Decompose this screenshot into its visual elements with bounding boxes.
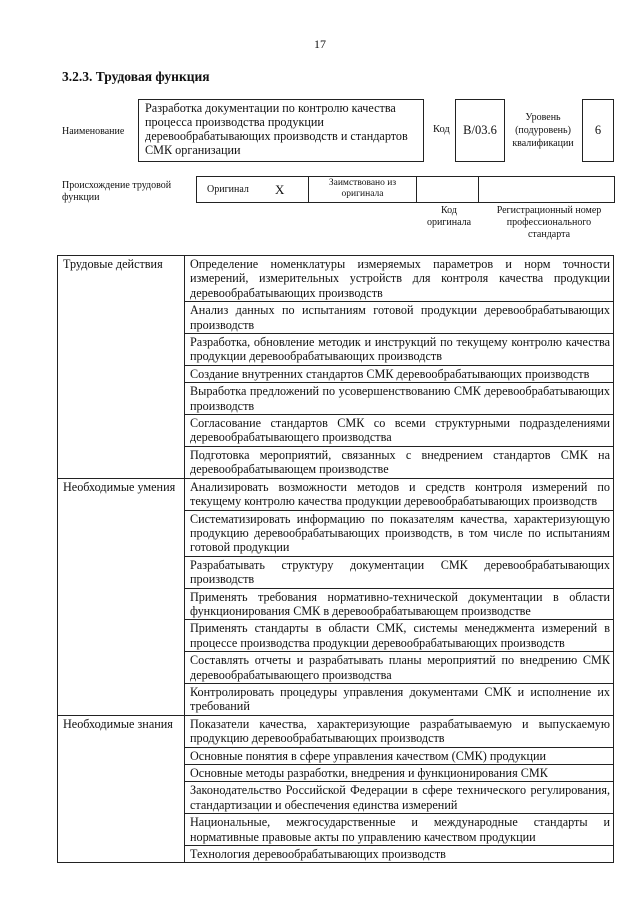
item-cell: Законодательство Российской Федерации в сфере технического регулирования, стандартизации и обеспечения единства измерений [185, 782, 614, 814]
item-cell: Выработка предложений по усовершенствованию СМК деревообрабатывающих производств [185, 383, 614, 415]
item-cell: Применять стандарты в области СМК, системы менеджмента измерений в процессе производства продукции деревообрабатывающих производств [185, 620, 614, 652]
code-value: B/03.6 [463, 123, 497, 137]
item-cell: Применять требования нормативно-технической документации в области функционирования СМК в деревообрабатывающем производстве [185, 588, 614, 620]
borrowed-cell [309, 177, 417, 202]
item-cell: Анализировать возможности методов и средств контроля измерений по текущему контролю качества продукции деревообрабатывающих производств [185, 478, 614, 510]
item-cell: Контролировать процедуры управления документами СМК и исполнение их требований [185, 683, 614, 715]
code-label: Код [433, 124, 450, 135]
item-cell: Составлять отчеты и разрабатывать планы мероприятий по внедрению СМК деревообрабатывающего производства [185, 652, 614, 684]
registration-number-cell [479, 177, 614, 202]
item-cell: Создание внутренних стандартов СМК деревообрабатывающих производств [185, 365, 614, 382]
item-cell: Основные понятия в сфере управления качеством (СМК) продукции [185, 747, 614, 764]
qualification-level-box [582, 99, 614, 162]
table-row [58, 715, 614, 747]
category-cell: Необходимые умения [58, 478, 185, 715]
item-cell: Систематизировать информацию по показателям качества, характеризующую продукцию деревообрабатывающих производств, в том числе по испытаниям готовой продукции [185, 510, 614, 556]
name-label: Наименование [62, 126, 125, 137]
origin-row [196, 176, 615, 203]
category-cell: Трудовые действия [58, 256, 185, 479]
function-table [57, 255, 614, 863]
item-cell: Технология деревообрабатывающих производств [185, 846, 614, 863]
origin-label: Происхождение трудовой функции [62, 180, 172, 203]
item-cell: Определение номенклатуры измеряемых параметров и норм точности измерений, измерительных устройств для контроля качества продукции деревообрабатывающих производств [185, 256, 614, 302]
qualification-level-label: Уровень (подуровень) квалификации [512, 112, 574, 149]
code-box [455, 99, 505, 162]
qualification-level-value: 6 [594, 123, 602, 137]
item-cell: Разработка, обновление методик и инструкций по текущему контролю качества продукции деревообрабатывающих производств [185, 334, 614, 366]
item-cell: Анализ данных по испытаниям готовой продукции деревообрабатывающих производств [185, 302, 614, 334]
original-code-caption: Код оригинала [426, 205, 472, 228]
table-row [58, 478, 614, 510]
function-name-value: Разработка документации по контролю качества процесса производства продукции деревообрабатывающих производств и стандартов СМК организации [145, 101, 408, 157]
section-title: 3.2.3. Трудовая функция [62, 69, 210, 84]
item-cell: Национальные, межгосударственные и международные стандарты и нормативные правовые акты по управлению качеством продукции [185, 814, 614, 846]
original-mark: X [275, 182, 285, 197]
registration-number-caption: Регистрационный номер профессионального стандарта [496, 205, 602, 240]
table-row [58, 256, 614, 302]
item-cell: Согласование стандартов СМК со всеми структурными подразделениями деревообрабатывающего производства [185, 415, 614, 447]
item-cell: Основные методы разработки, внедрения и функционирования СМК [185, 765, 614, 782]
function-name-box [138, 99, 424, 162]
borrowed-label: Заимствовано из оригинала [328, 178, 397, 199]
original-code-cell [417, 177, 479, 202]
item-cell: Подготовка мероприятий, связанных с внедрением стандартов СМК на деревообрабатывающем производстве [185, 446, 614, 478]
item-cell: Показатели качества, характеризующие разрабатываемую и выпускаемую продукцию деревообрабатывающих производств [185, 715, 614, 747]
original-label: Оригинал [207, 184, 249, 195]
page-number: 17 [314, 37, 326, 51]
original-cell [197, 177, 309, 202]
category-cell: Необходимые знания [58, 715, 185, 863]
item-cell: Разрабатывать структуру документации СМК деревообрабатывающих производств [185, 556, 614, 588]
